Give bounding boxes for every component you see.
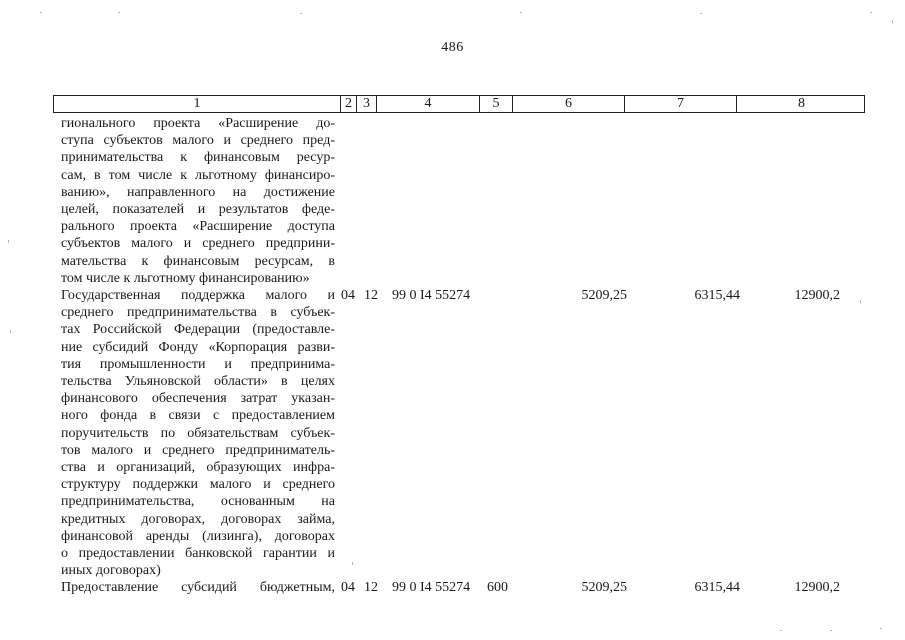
header-col-1: 1 xyxy=(54,96,341,112)
header-col-5: 5 xyxy=(480,96,513,112)
cell-rz: 04 xyxy=(341,580,355,595)
text-line: поручительств по обязательствам субъек- xyxy=(61,425,335,441)
page-number: 486 xyxy=(441,40,464,55)
text-line: финансовой аренды (лизинга), договорах xyxy=(61,528,335,544)
text-line: тах Российской Федерации (предоставле- xyxy=(61,322,335,338)
cell-amount-year2: 6315,44 xyxy=(694,580,740,595)
header-col-7: 7 xyxy=(625,96,737,112)
text-line: иных договорах) xyxy=(61,563,161,579)
header-col-4: 4 xyxy=(377,96,480,112)
header-col-2: 2 xyxy=(341,96,357,112)
cell-pr: 12 xyxy=(364,288,378,303)
text-line: ства и организаций, образующих инфра- xyxy=(61,460,335,476)
cell-rz: 04 xyxy=(341,288,355,303)
text-line: среднего предпринимательства в субъек- xyxy=(61,305,335,321)
text-line: ванию», направленного на достижение xyxy=(61,184,335,200)
text-line: целей, показателей и результатов феде- xyxy=(61,202,335,218)
cell-amount-year3: 12900,2 xyxy=(794,288,840,303)
text-line: о предоставлении банковской гарантии и xyxy=(61,546,335,562)
text-line: принимательства к финансовым ресур- xyxy=(61,150,335,166)
row-name-state-support xyxy=(61,287,335,579)
text-line: рального проекта «Расширение доступа xyxy=(61,219,335,235)
cell-amount-year2: 6315,44 xyxy=(694,288,740,303)
text-line: сам, в том числе к льготному финансиро- xyxy=(61,167,335,183)
cell-csr: 99 0 I4 55274 xyxy=(392,580,471,595)
text-line: ступа субъектов малого и среднего пред- xyxy=(61,133,335,149)
cell-amount-year1: 5209,25 xyxy=(581,580,627,595)
text-line: тельства Ульяновской области» в целях xyxy=(61,374,335,390)
header-col-6: 6 xyxy=(513,96,625,112)
text-line: мательства к финансовым ресурсам, в xyxy=(61,253,335,269)
cell-amount-year3: 12900,2 xyxy=(794,580,840,595)
text-line: Предоставление субсидий бюджетным, xyxy=(61,580,335,595)
text-line: субъектов малого и среднего предприни- xyxy=(61,236,335,252)
cell-pr: 12 xyxy=(364,580,378,595)
cell-csr: 99 0 I4 55274 xyxy=(392,288,471,303)
row-name-subsidies xyxy=(61,579,335,596)
header-col-8: 8 xyxy=(798,96,805,111)
cell-vr: 600 xyxy=(487,580,508,595)
row-name-continuation xyxy=(61,115,335,287)
text-line: гионального проекта «Расширение до- xyxy=(61,116,335,131)
text-line: предпринимательства, основанным на xyxy=(61,494,335,510)
text-line: ние субсидий Фонду «Корпорация разви- xyxy=(61,339,335,355)
text-line: том числе к льготному финансированию» xyxy=(61,270,310,286)
cell-amount-year1: 5209,25 xyxy=(581,288,627,303)
text-line: структуру поддержки малого и среднего xyxy=(61,477,335,493)
text-line: тов малого и среднего предприниматель- xyxy=(61,442,335,458)
text-line: Государственная поддержка малого и xyxy=(61,288,335,303)
table-header-row xyxy=(53,95,865,113)
text-line: ного фонда в связи с предоставлением xyxy=(61,408,335,424)
text-line: финансового обеспечения затрат указан- xyxy=(61,391,335,407)
header-col-3: 3 xyxy=(357,96,377,112)
text-line: кредитных договорах, договорах займа, xyxy=(61,511,335,527)
text-line: тия промышленности и предпринима- xyxy=(61,356,335,372)
